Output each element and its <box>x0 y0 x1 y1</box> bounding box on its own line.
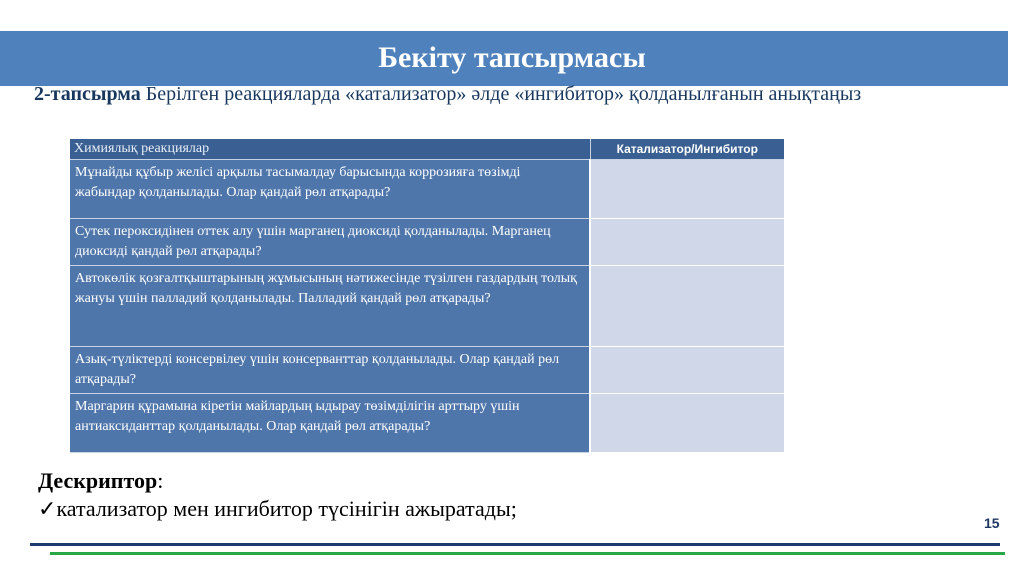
reaction-question: Сутек пероксидінен оттек алу үшін марганец диоксиді қолданылады. Марганец диоксиді қандай рөл атқарады? <box>70 219 590 266</box>
reaction-table <box>70 139 784 453</box>
page-number: 15 <box>984 515 1000 531</box>
header-reactions: Химиялық реакциялар <box>70 139 590 160</box>
table-header-row <box>70 139 784 160</box>
descriptor-block <box>38 467 938 523</box>
answer-cell[interactable] <box>590 266 784 347</box>
descriptor-item-text: катализатор мен ингибитор түсінігін ажыратады; <box>56 496 517 521</box>
answer-cell[interactable] <box>590 160 784 219</box>
answer-cell[interactable] <box>590 347 784 394</box>
reaction-question: Азық-түліктерді консервілеу үшін консерванттар қолданылады. Олар қандай рөл атқарады? <box>70 347 590 394</box>
task-label: 2-тапсырма <box>34 83 141 105</box>
descriptor-heading: Дескриптор: <box>38 468 164 493</box>
table-row <box>70 347 784 394</box>
task-text: Берілген реакцияларда «катализатор» әлде «ингибитор» қолданылғанын анықтаңыз <box>140 83 862 105</box>
table-row <box>70 219 784 266</box>
reaction-question: Автокөлік қозғалтқыштарының жұмысының нәтижесінде түзілген газдардың толық жануы үшін палладий қолданылады. Палладий қандай рөл атқарады? <box>70 266 590 347</box>
table-row <box>70 266 784 347</box>
table-row <box>70 160 784 219</box>
check-icon: ✓ <box>38 496 57 521</box>
reaction-question: Мұнайды құбыр желісі арқылы тасымалдау барысында коррозияға төзімді жабындар қолданылады. Олар қандай рөл атқарады? <box>70 160 590 219</box>
header-catalyst-inhibitor: Катализатор/Ингибитор <box>590 139 784 160</box>
task-instruction <box>34 81 994 107</box>
answer-cell[interactable] <box>590 394 784 453</box>
answer-cell[interactable] <box>590 219 784 266</box>
descriptor-item <box>38 495 938 523</box>
slide-title: Бекіту тапсырмасы <box>378 41 646 74</box>
reaction-question: Маргарин құрамына кіретін майлардың ыдырау төзімділігін арттыру үшін антиаксиданттар қолданылады. Олар қандай рөл атқарады? <box>70 394 590 453</box>
footer-line-navy <box>30 543 1000 546</box>
table-row <box>70 394 784 453</box>
footer-line-green <box>50 552 1005 555</box>
